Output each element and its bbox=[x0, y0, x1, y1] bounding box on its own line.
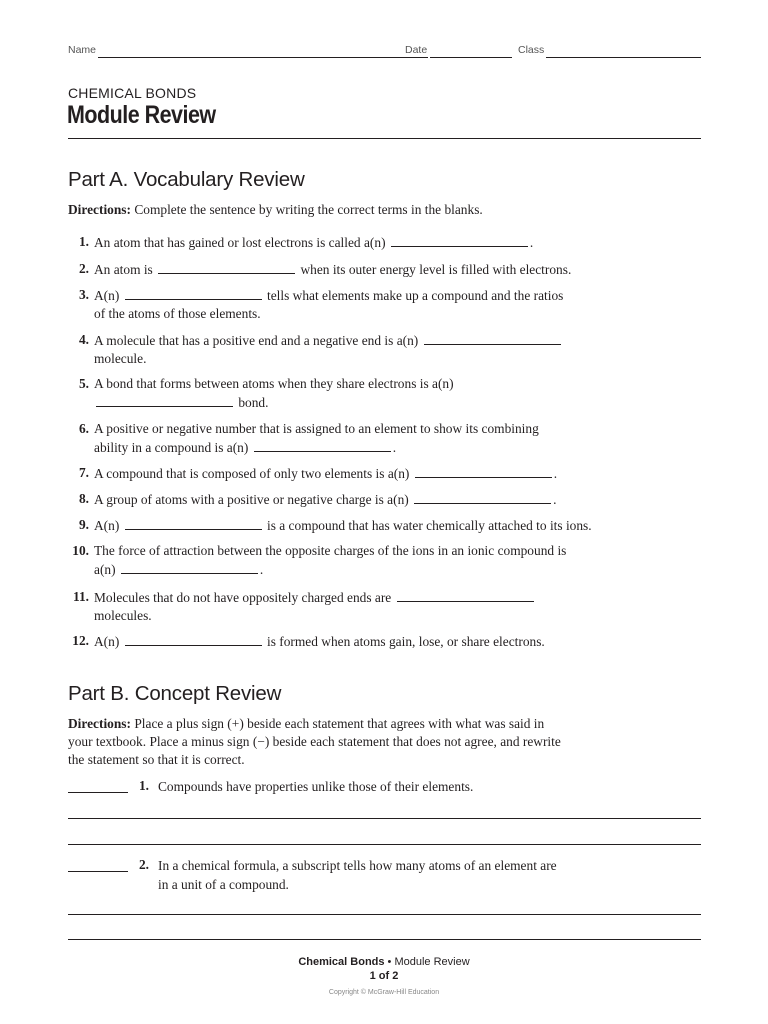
item-line bbox=[94, 542, 604, 560]
answer-blank-1[interactable] bbox=[68, 792, 128, 793]
item-text-segment: . bbox=[553, 466, 558, 481]
rewrite-line[interactable] bbox=[68, 939, 701, 940]
student-info-row bbox=[68, 44, 701, 60]
item-text-segment: of the atoms of those elements. bbox=[94, 306, 261, 321]
item-text-segment: A molecule that has a positive end and a negative end is a(n) bbox=[94, 333, 422, 348]
class-label: Class bbox=[518, 44, 545, 56]
item-text-segment: The force of attraction between the opposite charges of the ions in an ionic compound is bbox=[94, 543, 567, 558]
item-number: 3. bbox=[78, 287, 89, 302]
directions-label: Directions: bbox=[68, 202, 131, 217]
answer-blank[interactable] bbox=[125, 516, 262, 530]
page-number: 1 of 2 bbox=[369, 970, 399, 982]
item-number: 5. bbox=[78, 376, 89, 391]
item-text-segment: is formed when atoms gain, lose, or share electrons. bbox=[263, 634, 545, 649]
concept-statement-2 bbox=[158, 856, 598, 894]
answer-blank[interactable] bbox=[121, 560, 258, 574]
item-line bbox=[94, 305, 604, 323]
copyright: Copyright © McGraw-Hill Education bbox=[328, 989, 440, 996]
answer-blank[interactable] bbox=[415, 464, 552, 478]
answer-blank[interactable] bbox=[125, 632, 262, 646]
item-text-segment: A positive or negative number that is assigned to an element to show its combining bbox=[94, 421, 539, 436]
item-number: 9. bbox=[78, 517, 89, 532]
item-line bbox=[94, 632, 604, 651]
statement-line: Compounds have properties unlike those of their elements. bbox=[158, 779, 474, 794]
part-b-heading: Part B. Concept Review bbox=[68, 682, 282, 705]
item-text bbox=[94, 233, 604, 252]
footer-module-name: Chemical Bonds bbox=[298, 956, 385, 968]
item-line bbox=[94, 588, 604, 607]
item-text-segment: molecule. bbox=[94, 351, 147, 366]
item-text-segment: ability in a compound is a(n) bbox=[94, 440, 252, 455]
item-text bbox=[94, 420, 604, 457]
item-text-segment: A(n) bbox=[94, 634, 123, 649]
rewrite-line[interactable] bbox=[68, 914, 701, 915]
item-text-segment: A bond that forms between atoms when they share electrons is a(n) bbox=[94, 376, 454, 391]
statement-line: in a unit of a compound. bbox=[158, 877, 289, 892]
item-number: 10. bbox=[72, 543, 89, 558]
item-text-segment: . bbox=[529, 235, 534, 250]
answer-blank[interactable] bbox=[158, 260, 295, 274]
item-text-segment: A(n) bbox=[94, 518, 123, 533]
item-text bbox=[94, 375, 604, 412]
directions-text: Complete the sentence by writing the correct terms in the blanks. bbox=[130, 202, 483, 217]
name-label: Name bbox=[68, 44, 97, 56]
item-line bbox=[94, 331, 604, 350]
item-text-segment: bond. bbox=[235, 395, 269, 410]
item-text-segment: a(n) bbox=[94, 562, 119, 577]
answer-blank[interactable] bbox=[397, 588, 534, 602]
footer-module bbox=[0, 956, 768, 968]
item-line bbox=[94, 286, 604, 305]
rewrite-line[interactable] bbox=[68, 844, 701, 845]
item-text-segment: An atom is bbox=[94, 262, 157, 277]
item-number: 2. bbox=[78, 261, 89, 276]
answer-blank-2[interactable] bbox=[68, 871, 128, 872]
footer-doc-name: Module Review bbox=[394, 956, 470, 968]
directions-text: Place a plus sign (+) beside each statement that agrees with what was said in bbox=[130, 716, 545, 731]
item-text bbox=[94, 542, 604, 579]
part-b-directions bbox=[68, 715, 668, 769]
statement-line: In a chemical formula, a subscript tells how many atoms of an element are bbox=[158, 858, 557, 873]
item-text-segment: tells what elements make up a compound and the ratios bbox=[263, 288, 564, 303]
answer-blank[interactable] bbox=[391, 233, 528, 247]
answer-blank[interactable] bbox=[96, 393, 233, 407]
directions-text: the statement so that it is correct. bbox=[68, 752, 245, 767]
item-line bbox=[94, 420, 604, 438]
item-text-segment: A group of atoms with a positive or negative charge is a(n) bbox=[94, 492, 413, 507]
item-number: 8. bbox=[78, 491, 89, 506]
item-text-segment: is a compound that has water chemically attached to its ions. bbox=[263, 518, 592, 533]
concept-item-number: 1. bbox=[138, 778, 149, 793]
item-text-segment: molecules. bbox=[94, 608, 152, 623]
item-text bbox=[94, 331, 604, 368]
item-number: 11. bbox=[73, 589, 89, 604]
concept-statement-1 bbox=[158, 777, 598, 796]
item-line bbox=[94, 375, 604, 393]
answer-blank[interactable] bbox=[125, 286, 262, 300]
item-number: 12. bbox=[72, 633, 89, 648]
item-text bbox=[94, 286, 604, 323]
item-text bbox=[94, 632, 604, 651]
date-label: Date bbox=[405, 44, 428, 56]
item-text-segment: A compound that is composed of only two elements is a(n) bbox=[94, 466, 413, 481]
module-eyebrow: CHEMICAL BONDS bbox=[68, 85, 197, 101]
item-text-segment: . bbox=[259, 562, 264, 577]
item-number: 1. bbox=[78, 234, 89, 249]
concept-item-number: 2. bbox=[138, 857, 149, 872]
item-text bbox=[94, 260, 604, 279]
item-text-segment: when its outer energy level is filled with electrons. bbox=[297, 262, 572, 277]
item-line bbox=[94, 464, 604, 483]
answer-blank[interactable] bbox=[414, 490, 551, 504]
item-text bbox=[94, 490, 604, 509]
class-field[interactable] bbox=[546, 57, 701, 58]
item-line bbox=[94, 233, 604, 252]
date-field[interactable] bbox=[430, 57, 512, 58]
directions-label: Directions: bbox=[68, 716, 131, 731]
item-text bbox=[94, 588, 604, 625]
item-text-segment: An atom that has gained or lost electrons is called a(n) bbox=[94, 235, 389, 250]
item-line bbox=[94, 350, 604, 368]
item-line bbox=[94, 490, 604, 509]
item-number: 6. bbox=[78, 421, 89, 436]
item-line bbox=[94, 260, 604, 279]
answer-blank[interactable] bbox=[254, 438, 391, 452]
item-text bbox=[94, 464, 604, 483]
item-text bbox=[94, 516, 604, 535]
item-line bbox=[94, 393, 604, 412]
item-line bbox=[94, 438, 604, 457]
rewrite-line[interactable] bbox=[68, 818, 701, 819]
item-line bbox=[94, 560, 604, 579]
item-line bbox=[94, 516, 604, 535]
item-text-segment: Molecules that do not have oppositely charged ends are bbox=[94, 590, 395, 605]
part-a-directions bbox=[68, 201, 628, 219]
item-text-segment: A(n) bbox=[94, 288, 123, 303]
item-line bbox=[94, 607, 604, 625]
directions-text: your textbook. Place a minus sign (−) beside each statement that does not agree, and rewrite bbox=[68, 734, 561, 749]
item-number: 7. bbox=[78, 465, 89, 480]
answer-blank[interactable] bbox=[424, 331, 561, 345]
item-number: 4. bbox=[78, 332, 89, 347]
item-text-segment: . bbox=[392, 440, 397, 455]
part-a-heading: Part A. Vocabulary Review bbox=[68, 168, 305, 191]
title-divider bbox=[68, 138, 701, 139]
item-text-segment: . bbox=[553, 492, 557, 507]
footer-bullet: • bbox=[384, 956, 395, 968]
page-title: Module Review bbox=[67, 101, 216, 129]
name-field[interactable] bbox=[98, 57, 428, 58]
